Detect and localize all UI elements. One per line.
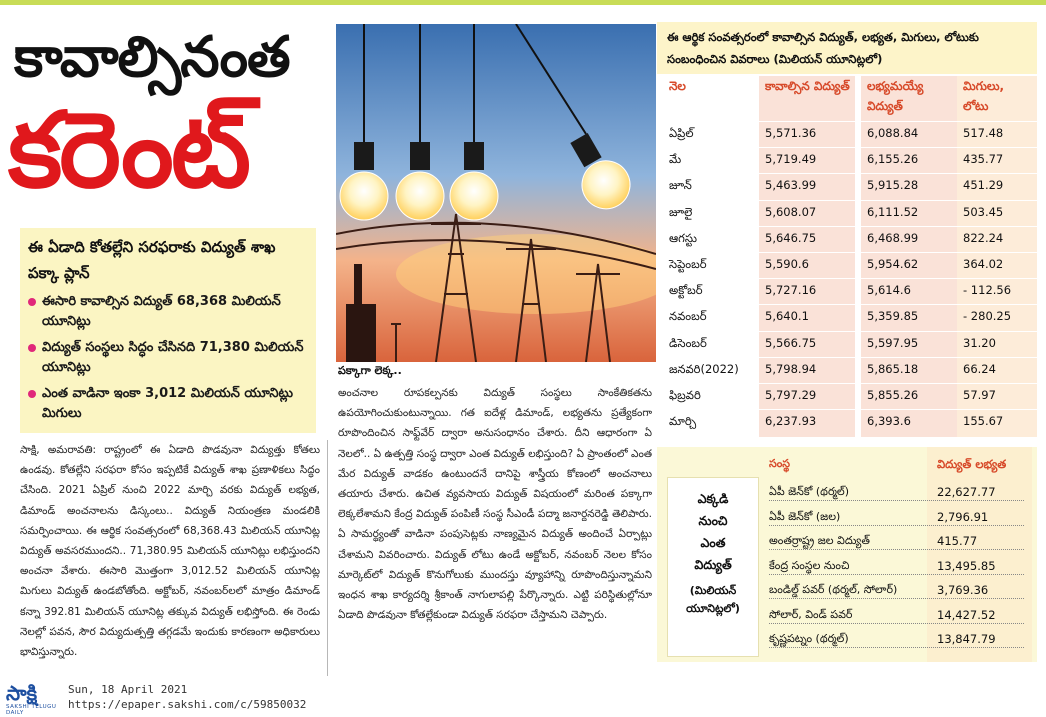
- highlight-box: [20, 228, 316, 433]
- table-row: [657, 201, 1037, 224]
- table-cell: 5,359.85: [867, 309, 919, 324]
- table-cell: ఫిబ్రవరి: [669, 388, 701, 402]
- table-cell: - 112.56: [963, 283, 1012, 298]
- source-value: 14,427.52: [937, 607, 996, 622]
- bullet-icon: [28, 390, 36, 398]
- table-cell: 5,855.26: [867, 388, 919, 402]
- table-cell: 6,155.26: [867, 152, 919, 167]
- source-name: ఏపీ జెన్‌కో (జల): [769, 509, 841, 523]
- logo-mark: సాక్షి: [6, 681, 38, 705]
- source-table-header: [769, 453, 1029, 475]
- source-row: [769, 628, 1029, 650]
- monthly-power-table: [657, 22, 1037, 437]
- source-row: [769, 604, 1029, 626]
- table-cell: జూలై: [669, 204, 693, 219]
- table-cell: - 280.25: [963, 309, 1012, 324]
- table-cell: 517.48: [963, 126, 1004, 140]
- row-divider: [657, 173, 1037, 174]
- footer-meta: [68, 682, 306, 712]
- table-row: [657, 253, 1037, 276]
- bullet-icon: [28, 298, 36, 306]
- table-cell: 5,865.18: [867, 361, 919, 376]
- source-label-line: ఎక్కడి: [697, 491, 729, 506]
- source-row: [769, 555, 1029, 577]
- table-cell: ఏప్రిల్: [669, 126, 694, 140]
- table-cell: 57.97: [963, 388, 996, 402]
- table-row: [657, 332, 1037, 355]
- table-cell: 5,954.62: [867, 257, 919, 271]
- photo-caption: పక్కాగా లెక్క..: [338, 364, 402, 377]
- table-cell: 5,797.29: [765, 388, 817, 402]
- table-cell: సెప్టెంబర్: [669, 257, 707, 271]
- table-row: [657, 174, 1037, 197]
- row-divider: [657, 226, 1037, 227]
- table-cell: 6,111.52: [867, 204, 919, 219]
- table-cell: 5,608.07: [765, 204, 817, 219]
- row-divider: [657, 409, 1037, 410]
- row-divider: [657, 278, 1037, 279]
- table-cell: 6,088.84: [867, 126, 919, 140]
- table-cell: మే: [669, 152, 682, 167]
- row-divider: [657, 304, 1037, 305]
- row-underline: [769, 598, 1024, 599]
- table-cell: మార్చి: [669, 414, 697, 429]
- source-label-unit: (మిలియన్ యూనిట్లలో): [686, 584, 740, 615]
- table-row: [657, 305, 1037, 328]
- source-name: కేంద్ర సంస్థల నుంచి: [769, 558, 850, 572]
- source-value: 3,769.36: [937, 583, 989, 597]
- table-cell: 6,237.93: [765, 414, 817, 429]
- row-divider: [657, 357, 1037, 358]
- table-cell: 435.77: [963, 152, 1004, 167]
- table-cell: 503.45: [963, 204, 1004, 219]
- table-row: [657, 384, 1037, 407]
- table-cell: 5,597.95: [867, 335, 919, 350]
- table-row: [657, 148, 1037, 171]
- power-source-table: [657, 447, 1037, 662]
- row-divider: [657, 252, 1037, 253]
- table-cell: 5,463.99: [765, 178, 817, 193]
- row-divider: [657, 121, 1037, 122]
- row-underline: [769, 623, 1024, 624]
- row-divider: [657, 147, 1037, 148]
- source-value: 13,495.85: [937, 558, 996, 573]
- table-cell: 364.02: [963, 257, 1004, 271]
- table-cell: 5,798.94: [765, 361, 817, 376]
- source-value: 2,796.91: [937, 509, 989, 524]
- table-title: ఈ ఆర్థిక సంవత్సరంలో కావాల్సిన విద్యుత్, లభ్యత, మిగులు, లోటుకు సంబంధించిన వివరాలు (మిలియన్ యూనిట్లలో): [657, 22, 1037, 74]
- table-header-row: [657, 76, 1037, 122]
- table-row: [657, 358, 1037, 381]
- row-divider: [657, 331, 1037, 332]
- source-name: సోలార్, విండ్ పవర్: [769, 607, 853, 621]
- source-name: కృష్ణపట్నం (థర్మల్): [769, 632, 849, 645]
- table-cell: ఆగస్టు: [669, 230, 697, 245]
- row-underline: [769, 549, 1024, 550]
- row-underline: [769, 574, 1024, 575]
- table-header-cell: విద్యుత్ లభ్యత: [937, 457, 1007, 471]
- highlight-points: [20, 286, 316, 424]
- row-divider: [657, 200, 1037, 201]
- table-row: [657, 122, 1037, 145]
- row-divider: [657, 383, 1037, 384]
- source-label-line: నుంచి: [698, 513, 728, 528]
- source-table-label: [667, 477, 759, 657]
- bullet-icon: [28, 344, 36, 352]
- top-accent-bar: [0, 0, 1046, 5]
- table-row: [657, 410, 1037, 433]
- lightbulb-photo: [336, 24, 656, 362]
- table-row: [657, 279, 1037, 302]
- table-header-cell: కావాల్సిన విద్యుత్: [765, 79, 850, 93]
- table-cell: అక్టోబర్: [669, 283, 703, 298]
- table-cell: జూన్: [669, 178, 692, 193]
- table-cell: 5,646.75: [765, 230, 817, 245]
- table-header-cell: సంస్థ: [769, 457, 791, 470]
- page-footer: [0, 678, 1046, 717]
- source-row: [769, 530, 1029, 552]
- source-name: ఏపీ జెన్‌కో (థర్మల్): [769, 485, 850, 498]
- row-underline: [769, 525, 1024, 526]
- table-cell: 822.24: [963, 230, 1004, 245]
- column-divider: [327, 440, 328, 676]
- table-cell: 5,719.49: [765, 152, 817, 167]
- table-cell: 31.20: [963, 335, 996, 350]
- highlight-point-text: విద్యుత్ సంస్థలు సిద్ధం చేసినది 71,380 మిలియన్ యూనిట్లు: [42, 340, 304, 375]
- row-underline: [769, 647, 1024, 648]
- highlight-point-text: ఈసారి కావాల్సిన విద్యుత్ 68,368 మిలియన్ యూనిట్లు: [42, 294, 281, 329]
- highlight-point: [28, 338, 308, 378]
- highlight-title: ఈ ఏడాది కోతల్లేని సరఫరాకు విద్యుత్ శాఖ పక్కా ప్లాన్: [28, 238, 276, 282]
- headline-line-2: కరెంట్: [8, 89, 248, 211]
- epaper-link[interactable]: https://epaper.sakshi.com/c/59850032: [68, 698, 307, 711]
- table-cell: 5,566.75: [765, 335, 817, 350]
- source-label-line: విద్యుత్: [694, 557, 732, 572]
- table-header-cell: నెల: [669, 79, 686, 93]
- table-cell: 5,727.16: [765, 283, 817, 298]
- table-header-cell: లభ్యమయ్యే విద్యుత్: [867, 79, 924, 113]
- table-cell: 5,640.1: [765, 309, 809, 324]
- table-cell: జనవరి(2022): [669, 361, 739, 376]
- table-cell: 66.24: [963, 361, 996, 376]
- table-cell: 6,393.6: [867, 414, 911, 429]
- article-column-2: అంచనాల రూపకల్పనకు విద్యుత్ సంస్థలు సాంకేతికతను ఉపయోగించుకుంటున్నాయి. గత ఐదేళ్ల డిమాండ్, లభ్యతను ప్రత్యేకంగా రూపొందించిన సాఫ్ట్‌వేర్ ద్వారా అనుసంధానం చేశారు. దీని ఆధారంగా ఏ నెలలో.. ఏ ఉత్పత్తి సంస్థ ద్వారా ఎంత విద్యుత్ లభిస్తుంది? ఏ ప్రాంతంలో ఎంత మేర విద్యుత్ వాడకం ఉంటుందనే దానిపై శాస్త్రీయ కోణంలో అంచనాలు తయారు చేశారు. ఉచిత వ్యవసాయ విద్యుత్ విషయంలో మరింత పక్కాగా లెక్కలేశామని కేంద్ర విద్యుత్ పంపిణీ సంస్థ సీఎండీ పద్మా జనార్దనరెడ్డి తెలిపారు. ఏ సామర్థ్యంతో వాడినా పంపుసెట్లకు నాణ్యమైన విద్యుత్ అందించే ఏర్పాట్లు చేశామని వివరించారు. విద్యుత్ లోటు ఉండే అక్టోబర్, నవంబర్ నెలల కోసం మార్కెట్‌లో విద్యుత్ కొనుగోలుకు ముందస్తు వ్యూహాన్ని రూపొందిస్తున్నామని ఇంధన శాఖ కార్యదర్శి శ్రీకాంత్ నాగులాపల్లి పేర్కొన్నారు. ఎట్టి పరిస్థితుల్లోనూ ఏడాది పొడవునా కోతల్లేకుండా విద్యుత్ సరఫరా చేస్తామని చెప్పారు.: [338, 387, 652, 622]
- table-cell: డిసెంబర్: [669, 335, 707, 350]
- table-cell: 5,590.6: [765, 257, 809, 271]
- table-cell: నవంబర్: [669, 309, 707, 324]
- source-label-line: ఎంత: [700, 535, 726, 550]
- article-column-1: సాక్షి, అమరావతి: రాష్ట్రంలో ఈ ఏడాది పొడవునా విద్యుత్తు కోతలు ఉండవు. కోతల్లేని సరఫరా కోసం ఇప్పటికే విద్యుత్ శాఖ ప్రణాళికలు సిద్ధం చేసింది. 2021 ఏప్రిల్ నుంచి 2022 మార్చి వరకు విద్యుత్ లభ్యత, డిమాండ్ అంచనాలను డిస్కంలు.. విద్యుత్ నియంత్రణ మండలికి సమర్పించాయి. ఈ ఆర్థిక సంవత్సరంలో 68,368.43 మిలియన్ యూనిట్ల విద్యుత్ అవసరముందని.. 71,380.95 మిలియన్ యూనిట్లు లభిస్తుందని అంచనా వేశారు. ఈసారి మొత్తంగా 3,012.52 మిలియన్ యూనిట్ల మిగులు విద్యుత్ ఉండబోతోంది. అక్టోబర్, నవంబర్‌లలో మాత్రం డిమాండ్ కన్నా 392.81 మిలియన్ యూనిట్ల తక్కువ విద్యుత్ లభిస్తోంది. ఈ రెండు నెలల్లో పవన, సౌర విద్యుదుత్పత్తి తగ్గడమే ఇందుకు కారణంగా అధికారులు భావిస్తున్నారు.: [20, 444, 320, 659]
- source-row: [769, 579, 1029, 601]
- table-cell: 5,915.28: [867, 178, 919, 193]
- highlight-point: [28, 292, 308, 332]
- source-value: 22,627.77: [937, 485, 996, 499]
- highlight-point: [28, 384, 308, 424]
- table-cell: 451.29: [963, 178, 1004, 193]
- logo-subtitle: SAKSHI TELUGU DAILY: [6, 704, 57, 716]
- table-grid: [657, 76, 1037, 437]
- table-cell: 6,468.99: [867, 230, 919, 245]
- source-name: అంతర్రాష్ట్ర జల విద్యుత్: [769, 534, 870, 547]
- edition-date: Sun, 18 April 2021: [68, 683, 188, 696]
- source-name: బండిల్డ్ పవర్ (థర్మల్, సోలార్): [769, 583, 898, 596]
- source-row: [769, 506, 1029, 528]
- sakshi-logo: [6, 682, 64, 714]
- table-cell: 5,571.36: [765, 126, 817, 140]
- row-underline: [769, 500, 1024, 501]
- lightbulb-illustration: [336, 24, 656, 362]
- table-cell: 155.67: [963, 414, 1004, 429]
- source-value: 13,847.79: [937, 632, 996, 646]
- headline-line-1: కావాల్సినంత: [14, 25, 290, 90]
- table-row: [657, 227, 1037, 250]
- source-value: 415.77: [937, 534, 978, 548]
- table-header-cell: మిగులు, లోటు: [963, 79, 1005, 113]
- highlight-point-text: ఎంత వాడినా ఇంకా 3,012 మిలియన్ యూనిట్లు మిగులు: [42, 386, 294, 421]
- source-row: [769, 481, 1029, 503]
- table-cell: 5,614.6: [867, 283, 911, 298]
